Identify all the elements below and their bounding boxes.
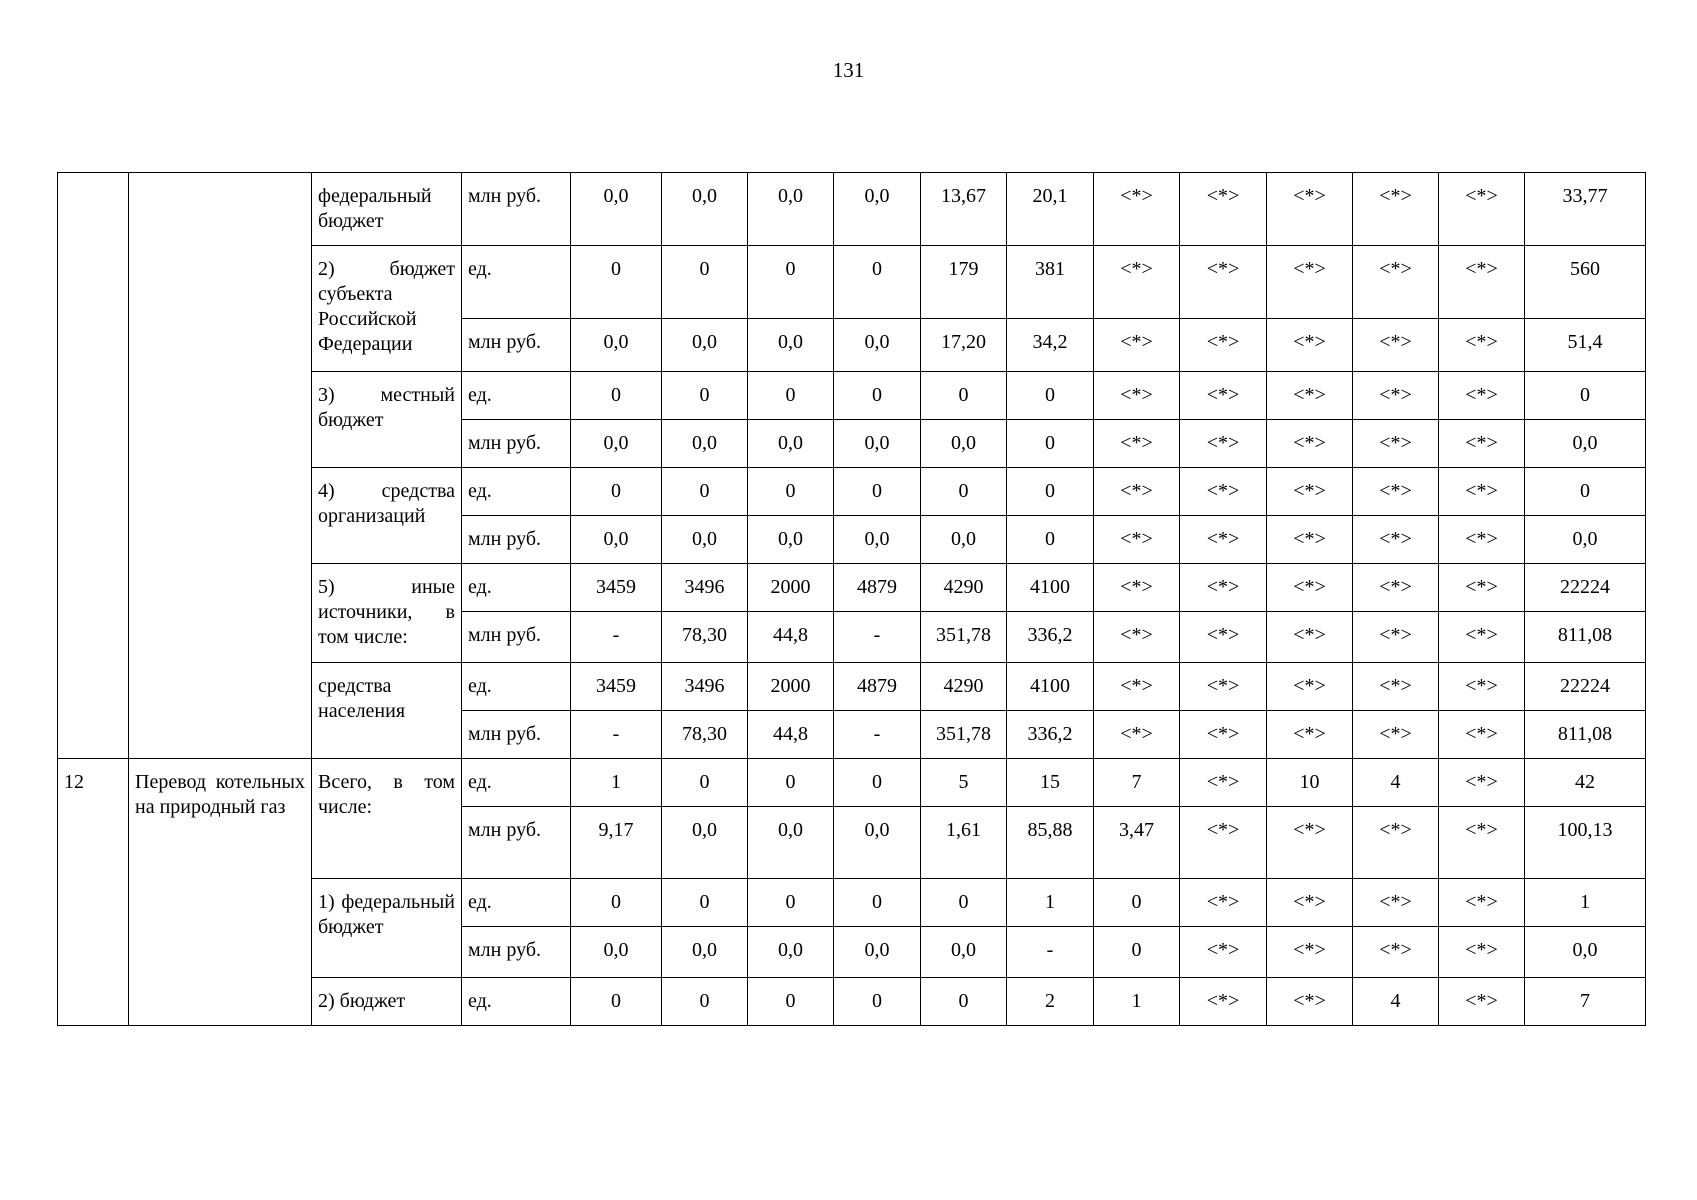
value-cell: 811,08 bbox=[1525, 612, 1646, 663]
value-cell: 0,0 bbox=[748, 173, 834, 246]
value-cell: 811,08 bbox=[1525, 711, 1646, 759]
value-cell: 7 bbox=[1525, 978, 1646, 1026]
value-cell: <*> bbox=[1267, 612, 1353, 663]
value-cell: <*> bbox=[1353, 927, 1439, 978]
value-cell: 1 bbox=[571, 759, 662, 807]
value-cell: 0,0 bbox=[921, 516, 1007, 564]
unit-cell: млн руб. bbox=[462, 807, 571, 879]
value-cell: <*> bbox=[1094, 420, 1180, 468]
value-cell: 4100 bbox=[1007, 564, 1094, 612]
value-cell: <*> bbox=[1180, 468, 1267, 516]
funding-source-cell: средства населения bbox=[312, 663, 462, 759]
value-cell: 0,0 bbox=[921, 927, 1007, 978]
funding-source-cell: Всего, в том числе: bbox=[312, 759, 462, 879]
value-cell: <*> bbox=[1180, 372, 1267, 420]
value-cell: 22224 bbox=[1525, 564, 1646, 612]
value-cell: <*> bbox=[1439, 372, 1525, 420]
value-cell: <*> bbox=[1439, 711, 1525, 759]
value-cell: <*> bbox=[1180, 978, 1267, 1026]
value-cell: 0 bbox=[834, 978, 921, 1026]
value-cell: 34,2 bbox=[1007, 319, 1094, 372]
item-title-cell bbox=[129, 173, 312, 759]
value-cell: 381 bbox=[1007, 246, 1094, 319]
table-row bbox=[58, 759, 1646, 807]
unit-cell: ед. bbox=[462, 879, 571, 927]
budget-table-body bbox=[58, 173, 1646, 1026]
value-cell: 0 bbox=[834, 879, 921, 927]
value-cell: 5 bbox=[921, 759, 1007, 807]
value-cell: <*> bbox=[1267, 927, 1353, 978]
value-cell: <*> bbox=[1439, 978, 1525, 1026]
value-cell: 0,0 bbox=[662, 807, 748, 879]
value-cell: <*> bbox=[1267, 879, 1353, 927]
value-cell: 85,88 bbox=[1007, 807, 1094, 879]
funding-source-cell: 2) бюджет bbox=[312, 978, 462, 1026]
unit-cell: ед. bbox=[462, 978, 571, 1026]
value-cell: <*> bbox=[1267, 468, 1353, 516]
value-cell: <*> bbox=[1180, 612, 1267, 663]
funding-source-cell: 5) иные источники, в том числе: bbox=[312, 564, 462, 663]
value-cell: <*> bbox=[1180, 759, 1267, 807]
value-cell: 351,78 bbox=[921, 612, 1007, 663]
value-cell: 0,0 bbox=[921, 420, 1007, 468]
value-cell: - bbox=[1007, 927, 1094, 978]
value-cell: <*> bbox=[1267, 807, 1353, 879]
value-cell: 51,4 bbox=[1525, 319, 1646, 372]
value-cell: 0 bbox=[1007, 420, 1094, 468]
value-cell: 0 bbox=[571, 978, 662, 1026]
value-cell: 15 bbox=[1007, 759, 1094, 807]
value-cell: 0,0 bbox=[662, 420, 748, 468]
value-cell: 4879 bbox=[834, 564, 921, 612]
value-cell: 3496 bbox=[662, 564, 748, 612]
value-cell: <*> bbox=[1353, 711, 1439, 759]
value-cell: <*> bbox=[1439, 759, 1525, 807]
value-cell: 0,0 bbox=[834, 807, 921, 879]
value-cell: 0 bbox=[748, 879, 834, 927]
value-cell: 3459 bbox=[571, 663, 662, 711]
value-cell: <*> bbox=[1180, 173, 1267, 246]
value-cell: <*> bbox=[1094, 173, 1180, 246]
value-cell: 0 bbox=[1525, 372, 1646, 420]
value-cell: <*> bbox=[1094, 612, 1180, 663]
value-cell: - bbox=[834, 711, 921, 759]
funding-source-cell: федеральный бюджет bbox=[312, 173, 462, 246]
unit-cell: млн руб. bbox=[462, 927, 571, 978]
value-cell: 179 bbox=[921, 246, 1007, 319]
value-cell: <*> bbox=[1439, 516, 1525, 564]
value-cell: 4290 bbox=[921, 663, 1007, 711]
value-cell: <*> bbox=[1267, 246, 1353, 319]
value-cell: 9,17 bbox=[571, 807, 662, 879]
value-cell: <*> bbox=[1180, 807, 1267, 879]
value-cell: 3496 bbox=[662, 663, 748, 711]
value-cell: 0,0 bbox=[748, 516, 834, 564]
value-cell: 0,0 bbox=[571, 173, 662, 246]
value-cell: <*> bbox=[1180, 516, 1267, 564]
value-cell: <*> bbox=[1180, 879, 1267, 927]
funding-source-cell: 2) бюджет субъекта Российской Федерации bbox=[312, 246, 462, 372]
value-cell: <*> bbox=[1353, 173, 1439, 246]
value-cell: 4100 bbox=[1007, 663, 1094, 711]
value-cell: <*> bbox=[1439, 468, 1525, 516]
value-cell: 4 bbox=[1353, 759, 1439, 807]
value-cell: <*> bbox=[1439, 246, 1525, 319]
value-cell: 0 bbox=[921, 468, 1007, 516]
value-cell: 0,0 bbox=[748, 420, 834, 468]
value-cell: 0 bbox=[1525, 468, 1646, 516]
value-cell: 78,30 bbox=[662, 711, 748, 759]
value-cell: <*> bbox=[1267, 711, 1353, 759]
value-cell: 20,1 bbox=[1007, 173, 1094, 246]
value-cell: 0,0 bbox=[1525, 516, 1646, 564]
value-cell: 0 bbox=[571, 246, 662, 319]
value-cell: 44,8 bbox=[748, 711, 834, 759]
value-cell: 0,0 bbox=[1525, 420, 1646, 468]
value-cell: 336,2 bbox=[1007, 711, 1094, 759]
value-cell: <*> bbox=[1439, 663, 1525, 711]
value-cell: 0 bbox=[748, 468, 834, 516]
value-cell: 4 bbox=[1353, 978, 1439, 1026]
value-cell: 0,0 bbox=[834, 173, 921, 246]
unit-cell: ед. bbox=[462, 564, 571, 612]
value-cell: 0,0 bbox=[748, 807, 834, 879]
value-cell: 0,0 bbox=[834, 420, 921, 468]
funding-source-cell: 4) средства организаций bbox=[312, 468, 462, 564]
unit-cell: млн руб. bbox=[462, 612, 571, 663]
value-cell: 0 bbox=[1007, 516, 1094, 564]
value-cell: 0,0 bbox=[571, 319, 662, 372]
value-cell: 0 bbox=[662, 879, 748, 927]
value-cell: <*> bbox=[1267, 663, 1353, 711]
table-row bbox=[58, 173, 1646, 246]
value-cell: 7 bbox=[1094, 759, 1180, 807]
value-cell: <*> bbox=[1094, 468, 1180, 516]
value-cell: <*> bbox=[1094, 319, 1180, 372]
value-cell: <*> bbox=[1267, 420, 1353, 468]
value-cell: 0,0 bbox=[662, 319, 748, 372]
value-cell: <*> bbox=[1439, 927, 1525, 978]
unit-cell: млн руб. bbox=[462, 516, 571, 564]
unit-cell: ед. bbox=[462, 759, 571, 807]
value-cell: 0 bbox=[748, 978, 834, 1026]
value-cell: 0,0 bbox=[834, 319, 921, 372]
value-cell: 0 bbox=[662, 372, 748, 420]
value-cell: 0,0 bbox=[1525, 927, 1646, 978]
page-number: 131 bbox=[832, 58, 865, 82]
value-cell: <*> bbox=[1353, 468, 1439, 516]
value-cell: 42 bbox=[1525, 759, 1646, 807]
value-cell: 13,67 bbox=[921, 173, 1007, 246]
value-cell: 0 bbox=[662, 759, 748, 807]
value-cell: 0,0 bbox=[834, 927, 921, 978]
value-cell: 10 bbox=[1267, 759, 1353, 807]
value-cell: 0 bbox=[921, 372, 1007, 420]
value-cell: 0,0 bbox=[748, 927, 834, 978]
value-cell: <*> bbox=[1439, 612, 1525, 663]
value-cell: <*> bbox=[1353, 612, 1439, 663]
value-cell: <*> bbox=[1094, 246, 1180, 319]
value-cell: <*> bbox=[1267, 319, 1353, 372]
value-cell: 0 bbox=[662, 978, 748, 1026]
value-cell: 3,47 bbox=[1094, 807, 1180, 879]
value-cell: 0 bbox=[1007, 372, 1094, 420]
value-cell: 0 bbox=[1007, 468, 1094, 516]
budget-table bbox=[57, 172, 1646, 1026]
unit-cell: ед. bbox=[462, 663, 571, 711]
value-cell: <*> bbox=[1094, 372, 1180, 420]
unit-cell: млн руб. bbox=[462, 711, 571, 759]
value-cell: <*> bbox=[1094, 663, 1180, 711]
value-cell: 1 bbox=[1094, 978, 1180, 1026]
value-cell: 100,13 bbox=[1525, 807, 1646, 879]
value-cell: <*> bbox=[1353, 807, 1439, 879]
value-cell: 2 bbox=[1007, 978, 1094, 1026]
value-cell: <*> bbox=[1180, 927, 1267, 978]
value-cell: <*> bbox=[1180, 319, 1267, 372]
unit-cell: млн руб. bbox=[462, 319, 571, 372]
funding-source-cell: 3) местный бюджет bbox=[312, 372, 462, 468]
value-cell: <*> bbox=[1353, 516, 1439, 564]
value-cell: 0,0 bbox=[834, 516, 921, 564]
value-cell: <*> bbox=[1267, 173, 1353, 246]
value-cell: 0 bbox=[571, 879, 662, 927]
value-cell: 1 bbox=[1525, 879, 1646, 927]
value-cell: 1 bbox=[1007, 879, 1094, 927]
value-cell: 33,77 bbox=[1525, 173, 1646, 246]
value-cell: <*> bbox=[1353, 372, 1439, 420]
value-cell: 0 bbox=[748, 759, 834, 807]
value-cell: 0 bbox=[571, 468, 662, 516]
value-cell: 0 bbox=[834, 468, 921, 516]
value-cell: 22224 bbox=[1525, 663, 1646, 711]
value-cell: 4290 bbox=[921, 564, 1007, 612]
unit-cell: млн руб. bbox=[462, 420, 571, 468]
value-cell: 0 bbox=[662, 468, 748, 516]
value-cell: <*> bbox=[1353, 879, 1439, 927]
value-cell: <*> bbox=[1267, 372, 1353, 420]
value-cell: <*> bbox=[1439, 807, 1525, 879]
value-cell: <*> bbox=[1180, 663, 1267, 711]
value-cell: <*> bbox=[1180, 711, 1267, 759]
value-cell: 17,20 bbox=[921, 319, 1007, 372]
value-cell: 2000 bbox=[748, 663, 834, 711]
value-cell: 0 bbox=[834, 759, 921, 807]
value-cell: 0 bbox=[748, 372, 834, 420]
value-cell: 0 bbox=[1094, 879, 1180, 927]
value-cell: <*> bbox=[1439, 564, 1525, 612]
value-cell: <*> bbox=[1439, 879, 1525, 927]
unit-cell: ед. bbox=[462, 246, 571, 319]
value-cell: 1,61 bbox=[921, 807, 1007, 879]
value-cell: 78,30 bbox=[662, 612, 748, 663]
value-cell: 0 bbox=[1094, 927, 1180, 978]
value-cell: <*> bbox=[1439, 319, 1525, 372]
item-number-cell: 12 bbox=[58, 759, 129, 1026]
value-cell: <*> bbox=[1267, 978, 1353, 1026]
value-cell: <*> bbox=[1094, 564, 1180, 612]
value-cell: 4879 bbox=[834, 663, 921, 711]
value-cell: 0,0 bbox=[571, 927, 662, 978]
value-cell: 0,0 bbox=[748, 319, 834, 372]
value-cell: <*> bbox=[1439, 173, 1525, 246]
value-cell: 0 bbox=[748, 246, 834, 319]
funding-source-cell: 1) федеральный бюджет bbox=[312, 879, 462, 978]
value-cell: 336,2 bbox=[1007, 612, 1094, 663]
value-cell: 44,8 bbox=[748, 612, 834, 663]
value-cell: - bbox=[834, 612, 921, 663]
unit-cell: ед. bbox=[462, 372, 571, 420]
item-number-cell bbox=[58, 173, 129, 759]
value-cell: 0,0 bbox=[662, 173, 748, 246]
value-cell: <*> bbox=[1094, 711, 1180, 759]
value-cell: 0 bbox=[834, 246, 921, 319]
value-cell: <*> bbox=[1353, 663, 1439, 711]
value-cell: <*> bbox=[1439, 420, 1525, 468]
value-cell: <*> bbox=[1180, 564, 1267, 612]
value-cell: 0,0 bbox=[662, 927, 748, 978]
value-cell: 351,78 bbox=[921, 711, 1007, 759]
value-cell: 2000 bbox=[748, 564, 834, 612]
value-cell: 560 bbox=[1525, 246, 1646, 319]
value-cell: <*> bbox=[1267, 516, 1353, 564]
value-cell: 0,0 bbox=[662, 516, 748, 564]
value-cell: 0,0 bbox=[571, 516, 662, 564]
value-cell: 0 bbox=[662, 246, 748, 319]
unit-cell: ед. bbox=[462, 468, 571, 516]
value-cell: - bbox=[571, 612, 662, 663]
value-cell: <*> bbox=[1353, 420, 1439, 468]
value-cell: <*> bbox=[1267, 564, 1353, 612]
value-cell: <*> bbox=[1094, 516, 1180, 564]
value-cell: <*> bbox=[1353, 319, 1439, 372]
value-cell: <*> bbox=[1353, 564, 1439, 612]
value-cell: <*> bbox=[1180, 420, 1267, 468]
value-cell: 0,0 bbox=[571, 420, 662, 468]
value-cell: 0 bbox=[921, 978, 1007, 1026]
value-cell: 0 bbox=[571, 372, 662, 420]
value-cell: <*> bbox=[1353, 246, 1439, 319]
value-cell: 0 bbox=[921, 879, 1007, 927]
value-cell: - bbox=[571, 711, 662, 759]
value-cell: <*> bbox=[1180, 246, 1267, 319]
value-cell: 0 bbox=[834, 372, 921, 420]
unit-cell: млн руб. bbox=[462, 173, 571, 246]
item-title-cell: Перевод котельных на природный газ bbox=[129, 759, 312, 1026]
value-cell: 3459 bbox=[571, 564, 662, 612]
